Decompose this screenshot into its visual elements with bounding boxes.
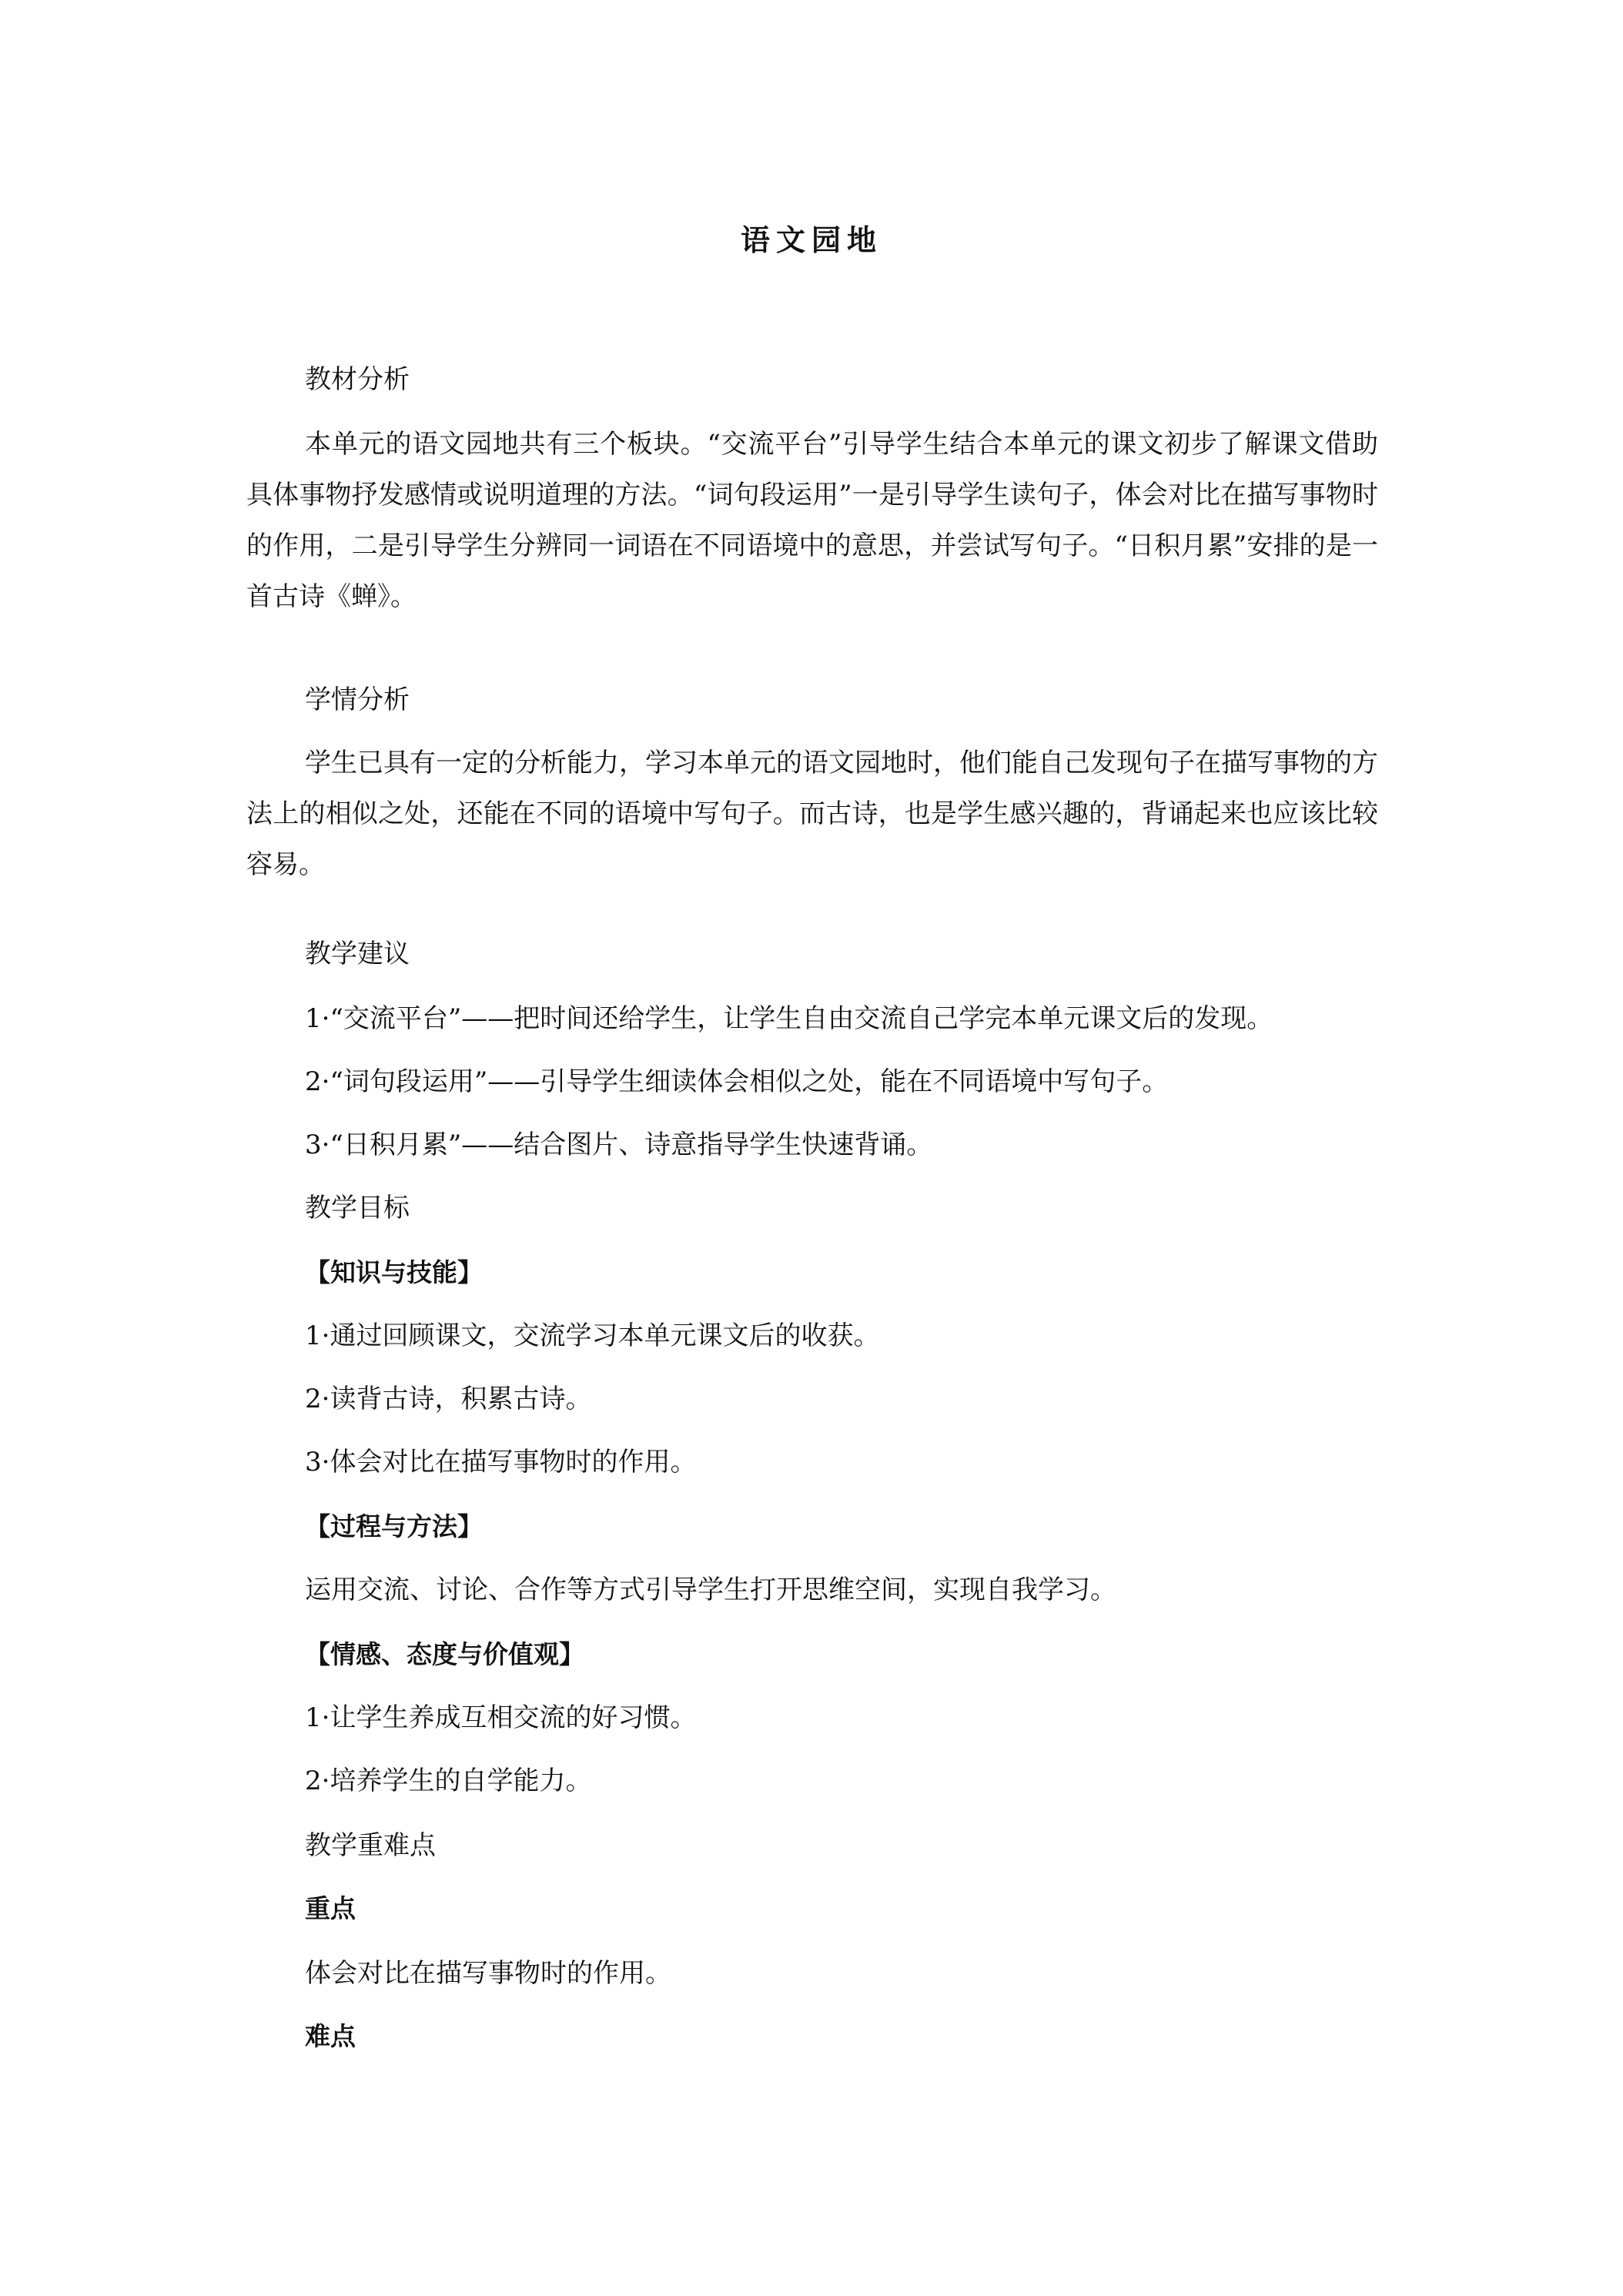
- subheading-key-point: 重点: [305, 1893, 356, 1923]
- subheading-knowledge-skills: 【知识与技能】: [305, 1257, 483, 1287]
- paragraph-process-methods: 运用交流、讨论、合作等方式引导学生打开思维空间，实现自我学习。: [305, 1575, 1116, 1605]
- list-item-suggestion-1: 1·“交流平台”——把时间还给学生，让学生自由交流自己学完本单元课文后的发现。: [305, 1003, 1273, 1034]
- paragraph-textbook-analysis: 本单元的语文园地共有三个板块。“交流平台”引导学生结合本单元的课文初步了解课文借助具体事物抒发感情或说明道理的方法。“词句段运用”一是引导学生读句子，体会对比在描写事物时的作用，二是引导学生分辨同一词语在不同语境中的意思，并尝试写句子。“日积月累”安排的是一首古诗《蝉》。: [246, 429, 1378, 612]
- list-item-emotion-2: 2·培养学生的自学能力。: [305, 1766, 592, 1796]
- list-item-emotion-1: 1·让学生养成互相交流的好习惯。: [305, 1702, 697, 1733]
- paragraph-key-point: 体会对比在描写事物时的作用。: [305, 1958, 671, 1989]
- section-heading-teaching-suggestions: 教学建议: [305, 939, 410, 969]
- list-item-knowledge-2: 2·读背古诗，积累古诗。: [305, 1384, 592, 1414]
- paragraph-student-analysis: 学生已具有一定的分析能力，学习本单元的语文园地时，他们能自己发现句子在描写事物的方法上的相似之处，还能在不同的语境中写句子。而古诗，也是学生感兴趣的，背诵起来也应该比较容易。: [246, 748, 1378, 880]
- section-heading-textbook-analysis: 教材分析: [305, 364, 410, 395]
- section-heading-key-difficult-points: 教学重难点: [305, 1830, 436, 1861]
- subheading-process-methods: 【过程与方法】: [305, 1511, 483, 1541]
- page-title: 语文园地: [740, 223, 882, 257]
- section-heading-teaching-goals: 教学目标: [305, 1193, 410, 1223]
- list-item-suggestion-2: 2·“词句段运用”——引导学生细读体会相似之处，能在不同语境中写句子。: [305, 1066, 1169, 1097]
- section-heading-student-analysis: 学情分析: [305, 684, 410, 715]
- list-item-knowledge-3: 3·体会对比在描写事物时的作用。: [305, 1447, 697, 1478]
- list-item-knowledge-1: 1·通过回顾课文，交流学习本单元课文后的收获。: [305, 1320, 880, 1351]
- subheading-emotion-values: 【情感、态度与价值观】: [305, 1639, 584, 1669]
- subheading-difficult-point: 难点: [305, 2021, 356, 2051]
- list-item-suggestion-3: 3·“日积月累”——结合图片、诗意指导学生快速背诵。: [305, 1130, 933, 1160]
